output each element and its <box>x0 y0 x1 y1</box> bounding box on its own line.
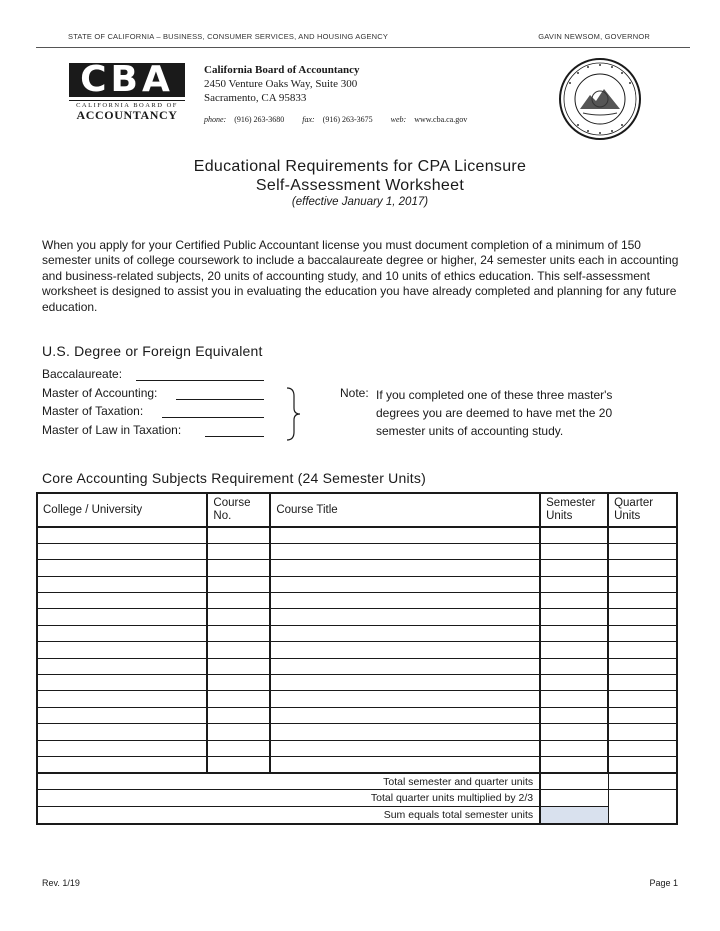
totals-label: Total quarter units multiplied by 2/3 <box>37 790 540 807</box>
logo-sub1: CALIFORNIA BOARD OF <box>69 100 185 109</box>
table-cell[interactable] <box>207 593 270 609</box>
table-cell[interactable] <box>540 724 608 740</box>
degree-label-baccalaureate: Baccalaureate: <box>42 367 123 381</box>
table-row <box>37 576 677 592</box>
table-cell[interactable] <box>608 675 677 691</box>
table-row <box>37 707 677 723</box>
table-cell[interactable] <box>270 543 540 559</box>
table-row <box>37 675 677 691</box>
table-cell[interactable] <box>608 576 677 592</box>
table-cell[interactable] <box>270 560 540 576</box>
totals-semester-cell[interactable] <box>540 773 608 790</box>
table-cell[interactable] <box>608 756 677 772</box>
table-cell[interactable] <box>608 609 677 625</box>
col-course-title: Course Title <box>270 493 540 527</box>
intro-paragraph: When you apply for your Certified Public Accountant license you must document completion of a minimum of 150 semester units of college coursework to include a baccalaureate degree or higher, 24 semester units each in accounting and business-related subjects, 20 units of accounting study, and 10 units of ethics education. This self-assessment worksheet is designed to assist you in evaluating the education you have already completed and planning for any future education. <box>42 238 679 314</box>
core-table-body <box>37 527 677 824</box>
table-cell[interactable] <box>540 707 608 723</box>
totals-quarter-cell[interactable] <box>608 790 677 807</box>
totals-row <box>37 790 677 807</box>
table-cell[interactable] <box>608 560 677 576</box>
table-cell[interactable] <box>270 576 540 592</box>
fax-value: (916) 263-3675 <box>322 115 373 124</box>
table-cell[interactable] <box>540 609 608 625</box>
col-college-university: College / University <box>37 493 207 527</box>
table-cell[interactable] <box>207 576 270 592</box>
table-cell[interactable] <box>270 724 540 740</box>
table-cell[interactable] <box>37 543 207 559</box>
board-address2: Sacramento, CA 95833 <box>204 92 307 104</box>
totals-semester-cell[interactable] <box>540 807 608 824</box>
table-row <box>37 691 677 707</box>
table-cell[interactable] <box>540 675 608 691</box>
table-cell[interactable] <box>37 756 207 772</box>
master-accounting-field[interactable] <box>176 399 264 400</box>
table-cell[interactable] <box>37 675 207 691</box>
table-cell[interactable] <box>608 527 677 543</box>
title-effective-date: (effective January 1, 2017) <box>291 196 429 208</box>
table-row <box>37 724 677 740</box>
degree-label-master-law-taxation: Master of Law in Taxation: <box>42 423 182 437</box>
table-cell[interactable] <box>608 543 677 559</box>
core-section-heading: Core Accounting Subjects Requirement (24 Semester Units) <box>42 470 426 486</box>
table-cell[interactable] <box>207 609 270 625</box>
web-value: www.cba.ca.gov <box>414 115 468 124</box>
agency-line: STATE OF CALIFORNIA – BUSINESS, CONSUMER SERVICES, AND HOUSING AGENCY <box>68 32 389 41</box>
table-cell[interactable] <box>37 625 207 641</box>
page-number: Page 1 <box>649 878 678 888</box>
table-cell[interactable] <box>540 527 608 543</box>
web-label: web: <box>390 115 407 124</box>
table-cell[interactable] <box>270 625 540 641</box>
table-cell[interactable] <box>270 642 540 658</box>
totals-label: Total semester and quarter units <box>37 773 540 790</box>
table-row <box>37 560 677 576</box>
table-row <box>37 740 677 756</box>
table-cell[interactable] <box>540 691 608 707</box>
col-course-no: Course No. <box>207 493 270 527</box>
table-cell[interactable] <box>207 756 270 772</box>
state-seal-icon <box>558 57 642 141</box>
table-cell[interactable] <box>37 593 207 609</box>
logo-sub2: ACCOUNTANCY <box>76 108 178 122</box>
phone-label: phone: <box>204 115 227 124</box>
table-cell[interactable] <box>608 707 677 723</box>
table-cell[interactable] <box>270 675 540 691</box>
table-cell[interactable] <box>37 576 207 592</box>
table-cell[interactable] <box>270 707 540 723</box>
table-cell[interactable] <box>270 756 540 772</box>
table-cell[interactable] <box>207 707 270 723</box>
board-name: California Board of Accountancy <box>204 64 360 76</box>
table-cell[interactable] <box>540 658 608 674</box>
table-cell[interactable] <box>540 560 608 576</box>
table-cell[interactable] <box>207 527 270 543</box>
table-cell[interactable] <box>540 543 608 559</box>
table-cell[interactable] <box>37 740 207 756</box>
master-law-taxation-field[interactable] <box>205 436 264 437</box>
table-row <box>37 756 677 772</box>
governor-line: GAVIN NEWSOM, GOVERNOR <box>538 32 650 41</box>
table-row <box>37 527 677 543</box>
table-cell[interactable] <box>608 642 677 658</box>
table-cell[interactable] <box>37 642 207 658</box>
table-cell[interactable] <box>37 658 207 674</box>
header-rule <box>36 47 690 48</box>
note-text: If you completed one of these three master's degrees you are deemed to have met the 20 semester units of accounting study. <box>376 388 613 438</box>
title-line2: Self-Assessment Worksheet <box>255 177 465 194</box>
table-cell[interactable] <box>540 740 608 756</box>
table-cell[interactable] <box>207 543 270 559</box>
table-cell[interactable] <box>207 691 270 707</box>
table-row <box>37 543 677 559</box>
revision-label: Rev. 1/19 <box>42 878 80 888</box>
table-cell[interactable] <box>37 691 207 707</box>
baccalaureate-field[interactable] <box>136 380 264 381</box>
table-cell[interactable] <box>608 691 677 707</box>
fax-label: fax: <box>302 115 315 124</box>
col-semester-units: Semester Units <box>540 493 608 527</box>
table-cell[interactable] <box>608 625 677 641</box>
table-cell[interactable] <box>608 658 677 674</box>
table-cell[interactable] <box>270 527 540 543</box>
col-quarter-units: Quarter Units <box>608 493 677 527</box>
table-cell[interactable] <box>540 576 608 592</box>
table-cell[interactable] <box>207 642 270 658</box>
table-cell[interactable] <box>37 724 207 740</box>
table-cell[interactable] <box>37 527 207 543</box>
phone-value: (916) 263-3680 <box>234 115 285 124</box>
degree-label-master-accounting: Master of Accounting: <box>42 386 158 400</box>
table-row <box>37 593 677 609</box>
table-cell[interactable] <box>207 560 270 576</box>
table-header-row <box>37 493 677 527</box>
table-cell[interactable] <box>37 707 207 723</box>
title-line1: Educational Requirements for CPA Licensure <box>193 158 527 175</box>
table-cell[interactable] <box>608 740 677 756</box>
table-cell[interactable] <box>270 740 540 756</box>
board-address-block <box>204 63 468 124</box>
table-cell[interactable] <box>608 724 677 740</box>
table-row <box>37 625 677 641</box>
table-cell[interactable] <box>207 658 270 674</box>
table-cell[interactable] <box>540 756 608 772</box>
table-cell[interactable] <box>270 691 540 707</box>
table-cell[interactable] <box>207 724 270 740</box>
table-cell[interactable] <box>270 609 540 625</box>
totals-quarter-cell[interactable] <box>608 773 677 790</box>
logo-letters: CBA <box>69 63 185 97</box>
top-header <box>68 32 650 46</box>
table-cell[interactable] <box>270 658 540 674</box>
table-cell[interactable] <box>270 593 540 609</box>
degree-label-master-taxation: Master of Taxation: <box>42 404 144 418</box>
table-row <box>37 658 677 674</box>
cba-logo <box>69 59 185 123</box>
board-address1: 2450 Venture Oaks Way, Suite 300 <box>204 78 358 90</box>
table-cell[interactable] <box>540 593 608 609</box>
totals-quarter-cell <box>608 807 677 824</box>
table-cell[interactable] <box>540 625 608 641</box>
brace-icon <box>285 386 305 442</box>
table-cell[interactable] <box>207 740 270 756</box>
table-cell[interactable] <box>37 609 207 625</box>
table-cell[interactable] <box>540 642 608 658</box>
table-cell[interactable] <box>608 593 677 609</box>
table-row <box>37 609 677 625</box>
board-contact <box>204 113 483 127</box>
table-cell[interactable] <box>207 625 270 641</box>
note-label: Note: <box>340 386 369 400</box>
totals-label: Sum equals total semester units <box>37 807 540 824</box>
degree-section-heading: U.S. Degree or Foreign Equivalent <box>42 343 263 359</box>
table-cell[interactable] <box>37 560 207 576</box>
table-cell[interactable] <box>207 675 270 691</box>
table-row <box>37 642 677 658</box>
totals-row <box>37 807 677 824</box>
core-accounting-table <box>36 492 678 825</box>
totals-row <box>37 773 677 790</box>
totals-semester-cell[interactable] <box>540 790 608 807</box>
master-taxation-field[interactable] <box>162 417 264 418</box>
